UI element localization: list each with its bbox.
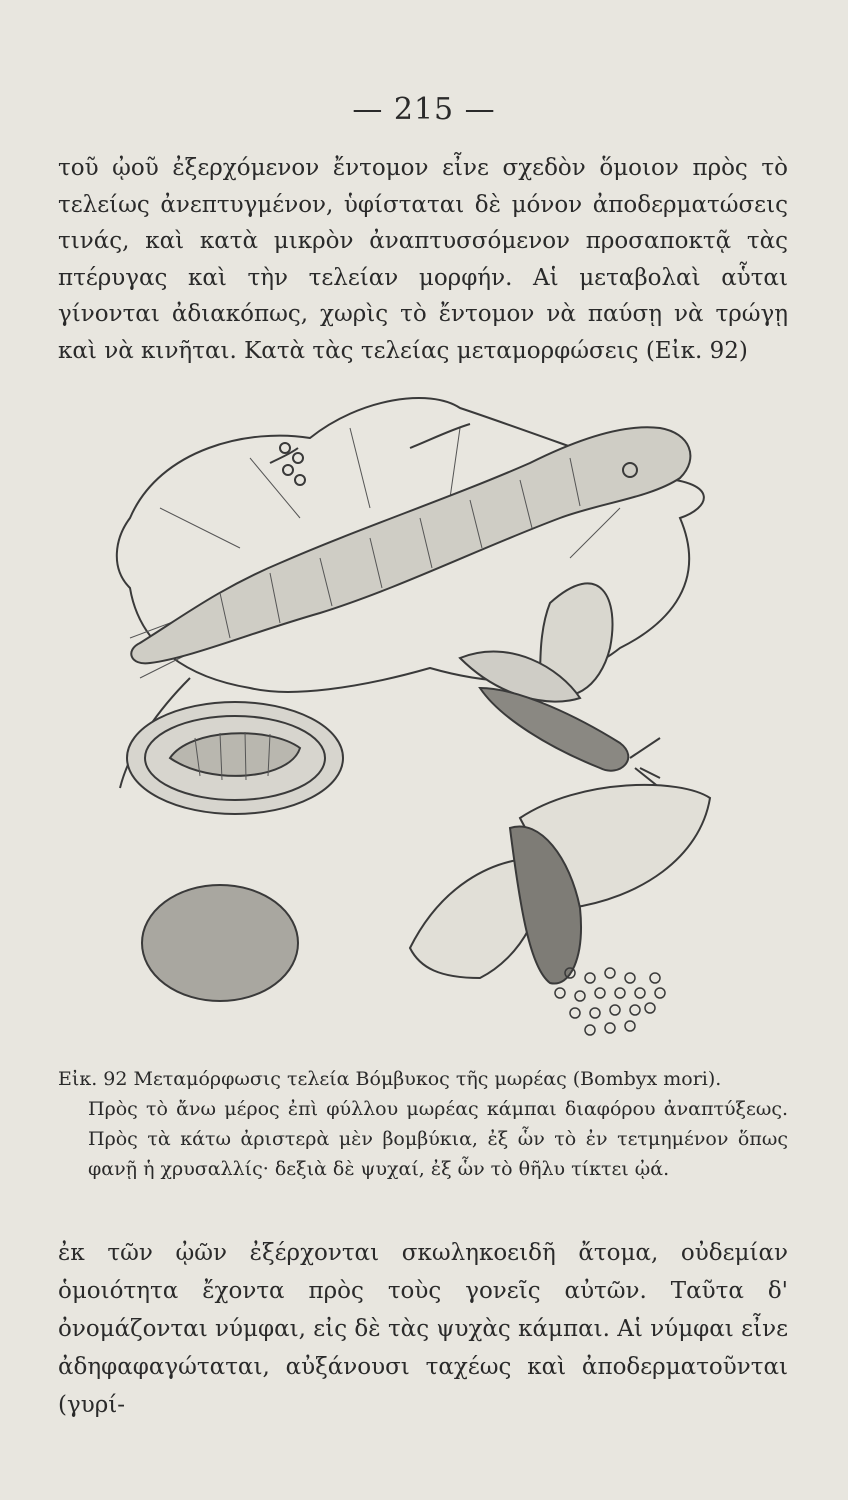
body-paragraph-top: τοῦ ᾠοῦ ἐξερχόμενον ἔντομον εἶνε σχεδὸν ὅμοιον πρὸς τὸ τελείως ἀνεπτυγμένον, ὑφίσταται δὲ μόνον ἀποδερματώσεις τινάς, καὶ κατὰ μικρὸν ἀναπτυσσόμενον προσαποκτᾷ τὰς πτέρυγας καὶ τὴν τελείαν μορφήν. Αἱ μεταβολαὶ αὗται γίνονται ἀδιακόπως, χωρὶς τὸ ἔντομον νὰ παύσῃ νὰ τρώγῃ καὶ νὰ κινῆται. Κατὰ τὰς τελείας μεταμορφώσεις (Εἰκ. 92) xyxy=(58,155,788,364)
body-paragraph-bottom: ἐκ τῶν ᾠῶν ἐξέρχονται σκωληκοειδῆ ἄτομα, οὐδεμίαν ὁμοιότητα ἔχοντα πρὸς τοὺς γονεῖς αὐτῶν. Ταῦτα δ' ὀνομάζονται νύμφαι, εἰς δὲ τὰς ψυχὰς κάμπαι. Αἱ νύμφαι εἶνε ἀδηφαφαγώταται, αὐξάνουσι ταχέως καὶ ἀποδερματοῦνται (γυρί- xyxy=(58,1240,788,1418)
eggs-on-leaf xyxy=(280,443,305,485)
female-moth xyxy=(410,785,710,984)
caption-title: Εἰκ. 92 Μεταμόρφωσις τελεία Βόμβυκος τῆς μωρέας (Bombyx mori). xyxy=(58,1068,722,1090)
male-moth xyxy=(460,583,660,788)
silkworm-illustration xyxy=(100,388,730,1048)
figure-caption xyxy=(58,1064,788,1184)
whole-cocoon xyxy=(142,885,298,1001)
eggs-cluster xyxy=(555,968,665,1035)
page-number: — 215 — xyxy=(352,92,496,127)
silkworm-engraving xyxy=(100,388,730,1048)
caption-body: Πρὸς τὸ ἄνω μέρος ἐπὶ φύλλου μωρέας κάμπαι διαφόρου ἀναπτύξεως. Πρὸς τὰ κάτω ἀριστερὰ μὲν βομβύκια, ἐξ ὧν τὸ ἐν τετμημένον ὅπως φανῇ ἡ χρυσαλλίς· δεξιὰ δὲ ψυχαί, ἐξ ὧν τὸ θῆλυ τίκτει ᾠά. xyxy=(88,1098,788,1180)
small-caterpillar xyxy=(410,424,470,448)
